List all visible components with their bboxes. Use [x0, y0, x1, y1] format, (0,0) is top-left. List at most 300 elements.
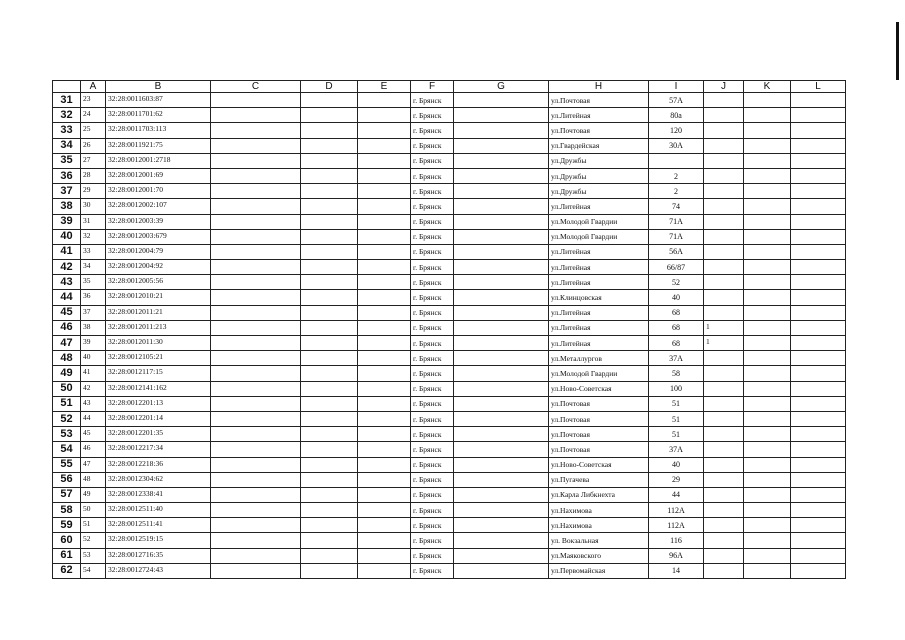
cell-j[interactable]: 1 — [704, 320, 744, 335]
cell-i[interactable]: 100 — [649, 381, 704, 396]
cell-d[interactable] — [301, 351, 358, 366]
cell-e[interactable] — [358, 260, 411, 275]
cell-f[interactable]: г. Брянск — [411, 320, 454, 335]
cell-k[interactable] — [744, 442, 791, 457]
cell-a[interactable]: 23 — [81, 93, 106, 108]
cell-h[interactable]: ул.Металлургов — [549, 351, 649, 366]
cell-l[interactable] — [791, 244, 846, 259]
cell-f[interactable]: г. Брянск — [411, 275, 454, 290]
row-number[interactable]: 44 — [53, 290, 81, 305]
row-number[interactable]: 59 — [53, 518, 81, 533]
cell-c[interactable] — [211, 199, 301, 214]
cell-d[interactable] — [301, 442, 358, 457]
cell-b[interactable]: 32:28:0012001:69 — [106, 168, 211, 183]
cell-g[interactable] — [454, 381, 549, 396]
cell-e[interactable] — [358, 123, 411, 138]
cell-j[interactable] — [704, 260, 744, 275]
cell-k[interactable] — [744, 472, 791, 487]
cell-j[interactable] — [704, 351, 744, 366]
cell-l[interactable] — [791, 427, 846, 442]
cell-e[interactable] — [358, 93, 411, 108]
cell-d[interactable] — [301, 563, 358, 578]
cell-f[interactable]: г. Брянск — [411, 472, 454, 487]
cell-k[interactable] — [744, 199, 791, 214]
cell-g[interactable] — [454, 305, 549, 320]
cell-a[interactable]: 35 — [81, 275, 106, 290]
cell-f[interactable]: г. Брянск — [411, 457, 454, 472]
cell-f[interactable]: г. Брянск — [411, 518, 454, 533]
cell-f[interactable]: г. Брянск — [411, 93, 454, 108]
cell-c[interactable] — [211, 366, 301, 381]
cell-i[interactable]: 68 — [649, 320, 704, 335]
cell-g[interactable] — [454, 411, 549, 426]
cell-j[interactable] — [704, 138, 744, 153]
cell-k[interactable] — [744, 260, 791, 275]
cell-c[interactable] — [211, 229, 301, 244]
cell-h[interactable]: ул.Почтовая — [549, 427, 649, 442]
cell-a[interactable]: 44 — [81, 411, 106, 426]
cell-f[interactable]: г. Брянск — [411, 214, 454, 229]
cell-b[interactable]: 32:28:0012217:34 — [106, 442, 211, 457]
cell-e[interactable] — [358, 472, 411, 487]
cell-h[interactable]: ул.Литейная — [549, 305, 649, 320]
cell-g[interactable] — [454, 518, 549, 533]
cell-i[interactable]: 71А — [649, 214, 704, 229]
column-header-h[interactable]: H — [549, 81, 649, 93]
cell-g[interactable] — [454, 457, 549, 472]
cell-h[interactable]: ул.Дружбы — [549, 168, 649, 183]
cell-f[interactable]: г. Брянск — [411, 503, 454, 518]
cell-a[interactable]: 34 — [81, 260, 106, 275]
cell-d[interactable] — [301, 305, 358, 320]
cell-l[interactable] — [791, 214, 846, 229]
cell-f[interactable]: г. Брянск — [411, 138, 454, 153]
cell-g[interactable] — [454, 275, 549, 290]
cell-h[interactable]: ул. Вокзальная — [549, 533, 649, 548]
cell-j[interactable] — [704, 472, 744, 487]
cell-f[interactable]: г. Брянск — [411, 533, 454, 548]
cell-e[interactable] — [358, 381, 411, 396]
cell-f[interactable]: г. Брянск — [411, 427, 454, 442]
cell-k[interactable] — [744, 411, 791, 426]
cell-g[interactable] — [454, 427, 549, 442]
cell-i[interactable]: 52 — [649, 275, 704, 290]
cell-i[interactable]: 14 — [649, 563, 704, 578]
cell-i[interactable]: 40 — [649, 457, 704, 472]
cell-g[interactable] — [454, 503, 549, 518]
cell-l[interactable] — [791, 351, 846, 366]
cell-i[interactable]: 37А — [649, 351, 704, 366]
cell-g[interactable] — [454, 472, 549, 487]
cell-l[interactable] — [791, 168, 846, 183]
cell-h[interactable]: ул.Нахимова — [549, 518, 649, 533]
cell-c[interactable] — [211, 108, 301, 123]
cell-e[interactable] — [358, 214, 411, 229]
cell-j[interactable] — [704, 518, 744, 533]
cell-l[interactable] — [791, 518, 846, 533]
cell-e[interactable] — [358, 168, 411, 183]
row-number[interactable]: 53 — [53, 427, 81, 442]
cell-d[interactable] — [301, 320, 358, 335]
cell-f[interactable]: г. Брянск — [411, 229, 454, 244]
cell-l[interactable] — [791, 108, 846, 123]
cell-a[interactable]: 41 — [81, 366, 106, 381]
cell-h[interactable]: ул.Почтовая — [549, 93, 649, 108]
cell-g[interactable] — [454, 123, 549, 138]
cell-d[interactable] — [301, 290, 358, 305]
cell-g[interactable] — [454, 396, 549, 411]
cell-f[interactable]: г. Брянск — [411, 563, 454, 578]
row-number[interactable]: 48 — [53, 351, 81, 366]
cell-l[interactable] — [791, 229, 846, 244]
cell-k[interactable] — [744, 351, 791, 366]
corner-cell[interactable] — [53, 81, 81, 93]
cell-k[interactable] — [744, 305, 791, 320]
cell-a[interactable]: 29 — [81, 184, 106, 199]
cell-c[interactable] — [211, 518, 301, 533]
cell-d[interactable] — [301, 503, 358, 518]
cell-c[interactable] — [211, 442, 301, 457]
cell-h[interactable]: ул.Литейная — [549, 336, 649, 351]
row-number[interactable]: 54 — [53, 442, 81, 457]
row-number[interactable]: 43 — [53, 275, 81, 290]
cell-d[interactable] — [301, 214, 358, 229]
cell-k[interactable] — [744, 123, 791, 138]
cell-f[interactable]: г. Брянск — [411, 184, 454, 199]
cell-i[interactable]: 112А — [649, 518, 704, 533]
row-number[interactable]: 42 — [53, 260, 81, 275]
cell-e[interactable] — [358, 411, 411, 426]
cell-b[interactable]: 32:28:0012716:35 — [106, 548, 211, 563]
cell-g[interactable] — [454, 336, 549, 351]
cell-a[interactable]: 33 — [81, 244, 106, 259]
cell-b[interactable]: 32:28:0012201:14 — [106, 411, 211, 426]
cell-h[interactable]: ул.Нахимова — [549, 503, 649, 518]
cell-l[interactable] — [791, 260, 846, 275]
cell-b[interactable]: 32:28:0012001:70 — [106, 184, 211, 199]
cell-j[interactable] — [704, 214, 744, 229]
cell-c[interactable] — [211, 168, 301, 183]
cell-c[interactable] — [211, 290, 301, 305]
row-number[interactable]: 41 — [53, 244, 81, 259]
cell-b[interactable]: 32:28:0012001:2718 — [106, 153, 211, 168]
cell-d[interactable] — [301, 548, 358, 563]
cell-e[interactable] — [358, 533, 411, 548]
cell-e[interactable] — [358, 518, 411, 533]
cell-d[interactable] — [301, 381, 358, 396]
cell-j[interactable] — [704, 184, 744, 199]
cell-d[interactable] — [301, 93, 358, 108]
cell-j[interactable] — [704, 366, 744, 381]
cell-h[interactable]: ул.Гвардейская — [549, 138, 649, 153]
row-number[interactable]: 60 — [53, 533, 81, 548]
row-number[interactable]: 57 — [53, 487, 81, 502]
cell-i[interactable]: 120 — [649, 123, 704, 138]
cell-a[interactable]: 54 — [81, 563, 106, 578]
cell-l[interactable] — [791, 381, 846, 396]
cell-f[interactable]: г. Брянск — [411, 411, 454, 426]
cell-h[interactable]: ул.Почтовая — [549, 396, 649, 411]
cell-h[interactable]: ул.Литейная — [549, 244, 649, 259]
cell-h[interactable]: ул.Литейная — [549, 275, 649, 290]
cell-k[interactable] — [744, 229, 791, 244]
cell-a[interactable]: 42 — [81, 381, 106, 396]
cell-j[interactable] — [704, 487, 744, 502]
cell-k[interactable] — [744, 548, 791, 563]
cell-k[interactable] — [744, 366, 791, 381]
row-number[interactable]: 58 — [53, 503, 81, 518]
cell-d[interactable] — [301, 123, 358, 138]
cell-c[interactable] — [211, 351, 301, 366]
cell-g[interactable] — [454, 108, 549, 123]
cell-j[interactable] — [704, 442, 744, 457]
row-number[interactable]: 49 — [53, 366, 81, 381]
cell-d[interactable] — [301, 138, 358, 153]
cell-l[interactable] — [791, 457, 846, 472]
cell-a[interactable]: 49 — [81, 487, 106, 502]
cell-c[interactable] — [211, 487, 301, 502]
row-number[interactable]: 52 — [53, 411, 81, 426]
cell-a[interactable]: 48 — [81, 472, 106, 487]
cell-h[interactable]: ул.Почтовая — [549, 411, 649, 426]
cell-f[interactable]: г. Брянск — [411, 366, 454, 381]
cell-j[interactable] — [704, 411, 744, 426]
cell-l[interactable] — [791, 290, 846, 305]
row-number[interactable]: 34 — [53, 138, 81, 153]
cell-i[interactable]: 51 — [649, 427, 704, 442]
cell-c[interactable] — [211, 260, 301, 275]
cell-a[interactable]: 25 — [81, 123, 106, 138]
cell-i[interactable] — [649, 153, 704, 168]
cell-b[interactable]: 32:28:0012218:36 — [106, 457, 211, 472]
row-number[interactable]: 39 — [53, 214, 81, 229]
cell-k[interactable] — [744, 533, 791, 548]
cell-f[interactable]: г. Брянск — [411, 168, 454, 183]
cell-i[interactable]: 2 — [649, 168, 704, 183]
cell-d[interactable] — [301, 427, 358, 442]
cell-a[interactable]: 43 — [81, 396, 106, 411]
cell-f[interactable]: г. Брянск — [411, 396, 454, 411]
cell-c[interactable] — [211, 244, 301, 259]
cell-i[interactable]: 51 — [649, 411, 704, 426]
cell-d[interactable] — [301, 199, 358, 214]
cell-i[interactable]: 58 — [649, 366, 704, 381]
cell-f[interactable]: г. Брянск — [411, 336, 454, 351]
cell-f[interactable]: г. Брянск — [411, 351, 454, 366]
cell-l[interactable] — [791, 184, 846, 199]
cell-c[interactable] — [211, 503, 301, 518]
cell-i[interactable]: 40 — [649, 290, 704, 305]
cell-h[interactable]: ул.Молодой Гвардии — [549, 229, 649, 244]
cell-j[interactable] — [704, 548, 744, 563]
cell-h[interactable]: ул.Почтовая — [549, 442, 649, 457]
row-number[interactable]: 61 — [53, 548, 81, 563]
cell-g[interactable] — [454, 184, 549, 199]
cell-g[interactable] — [454, 229, 549, 244]
cell-e[interactable] — [358, 229, 411, 244]
cell-k[interactable] — [744, 396, 791, 411]
cell-c[interactable] — [211, 411, 301, 426]
cell-l[interactable] — [791, 320, 846, 335]
cell-e[interactable] — [358, 503, 411, 518]
cell-c[interactable] — [211, 320, 301, 335]
cell-b[interactable]: 32:28:0012011:213 — [106, 320, 211, 335]
cell-l[interactable] — [791, 366, 846, 381]
cell-b[interactable]: 32:28:0012724:43 — [106, 563, 211, 578]
cell-a[interactable]: 36 — [81, 290, 106, 305]
cell-g[interactable] — [454, 153, 549, 168]
cell-c[interactable] — [211, 563, 301, 578]
cell-d[interactable] — [301, 229, 358, 244]
cell-i[interactable]: 56А — [649, 244, 704, 259]
cell-k[interactable] — [744, 138, 791, 153]
cell-h[interactable]: ул.Молодой Гвардии — [549, 366, 649, 381]
cell-e[interactable] — [358, 457, 411, 472]
cell-c[interactable] — [211, 138, 301, 153]
cell-j[interactable] — [704, 244, 744, 259]
row-number[interactable]: 47 — [53, 336, 81, 351]
column-header-d[interactable]: D — [301, 81, 358, 93]
cell-i[interactable]: 29 — [649, 472, 704, 487]
cell-a[interactable]: 51 — [81, 518, 106, 533]
cell-l[interactable] — [791, 275, 846, 290]
cell-b[interactable]: 32:28:0012511:40 — [106, 503, 211, 518]
cell-c[interactable] — [211, 381, 301, 396]
cell-h[interactable]: ул.Первомайская — [549, 563, 649, 578]
cell-a[interactable]: 52 — [81, 533, 106, 548]
cell-c[interactable] — [211, 396, 301, 411]
cell-k[interactable] — [744, 214, 791, 229]
cell-j[interactable] — [704, 275, 744, 290]
cell-e[interactable] — [358, 138, 411, 153]
cell-a[interactable]: 40 — [81, 351, 106, 366]
cell-b[interactable]: 32:28:0012201:13 — [106, 396, 211, 411]
cell-k[interactable] — [744, 503, 791, 518]
cell-k[interactable] — [744, 487, 791, 502]
cell-g[interactable] — [454, 533, 549, 548]
cell-l[interactable] — [791, 487, 846, 502]
cell-f[interactable]: г. Брянск — [411, 123, 454, 138]
cell-d[interactable] — [301, 411, 358, 426]
cell-g[interactable] — [454, 366, 549, 381]
cell-l[interactable] — [791, 442, 846, 457]
cell-e[interactable] — [358, 108, 411, 123]
cell-k[interactable] — [744, 518, 791, 533]
cell-k[interactable] — [744, 427, 791, 442]
cell-e[interactable] — [358, 563, 411, 578]
cell-d[interactable] — [301, 153, 358, 168]
cell-i[interactable]: 116 — [649, 533, 704, 548]
cell-h[interactable]: ул.Ново-Советская — [549, 381, 649, 396]
cell-j[interactable] — [704, 199, 744, 214]
cell-e[interactable] — [358, 184, 411, 199]
cell-a[interactable]: 27 — [81, 153, 106, 168]
cell-b[interactable]: 32:28:0012004:79 — [106, 244, 211, 259]
cell-c[interactable] — [211, 472, 301, 487]
row-number[interactable]: 31 — [53, 93, 81, 108]
cell-f[interactable]: г. Брянск — [411, 381, 454, 396]
cell-e[interactable] — [358, 275, 411, 290]
row-number[interactable]: 46 — [53, 320, 81, 335]
cell-i[interactable]: 96А — [649, 548, 704, 563]
cell-i[interactable]: 44 — [649, 487, 704, 502]
column-header-l[interactable]: L — [791, 81, 846, 93]
cell-g[interactable] — [454, 168, 549, 183]
cell-a[interactable]: 26 — [81, 138, 106, 153]
cell-d[interactable] — [301, 366, 358, 381]
cell-a[interactable]: 31 — [81, 214, 106, 229]
cell-h[interactable]: ул.Литейная — [549, 320, 649, 335]
cell-h[interactable]: ул.Почтовая — [549, 123, 649, 138]
cell-j[interactable]: 1 — [704, 336, 744, 351]
cell-l[interactable] — [791, 472, 846, 487]
cell-l[interactable] — [791, 153, 846, 168]
cell-k[interactable] — [744, 320, 791, 335]
row-number[interactable]: 37 — [53, 184, 81, 199]
cell-g[interactable] — [454, 290, 549, 305]
cell-f[interactable]: г. Брянск — [411, 108, 454, 123]
column-header-i[interactable]: I — [649, 81, 704, 93]
cell-d[interactable] — [301, 184, 358, 199]
cell-l[interactable] — [791, 411, 846, 426]
cell-f[interactable]: г. Брянск — [411, 153, 454, 168]
cell-e[interactable] — [358, 396, 411, 411]
cell-k[interactable] — [744, 457, 791, 472]
cell-b[interactable]: 32:28:0012338:41 — [106, 487, 211, 502]
cell-c[interactable] — [211, 548, 301, 563]
cell-c[interactable] — [211, 184, 301, 199]
cell-b[interactable]: 32:28:0011921:75 — [106, 138, 211, 153]
cell-k[interactable] — [744, 290, 791, 305]
cell-a[interactable]: 30 — [81, 199, 106, 214]
cell-i[interactable]: 30А — [649, 138, 704, 153]
cell-j[interactable] — [704, 93, 744, 108]
cell-c[interactable] — [211, 336, 301, 351]
column-header-a[interactable]: A — [81, 81, 106, 93]
cell-j[interactable] — [704, 503, 744, 518]
cell-h[interactable]: ул.Пугачева — [549, 472, 649, 487]
cell-d[interactable] — [301, 518, 358, 533]
cell-h[interactable]: ул.Дружбы — [549, 184, 649, 199]
cell-l[interactable] — [791, 533, 846, 548]
cell-e[interactable] — [358, 199, 411, 214]
cell-k[interactable] — [744, 563, 791, 578]
cell-g[interactable] — [454, 138, 549, 153]
cell-k[interactable] — [744, 275, 791, 290]
cell-b[interactable]: 32:28:0012519:15 — [106, 533, 211, 548]
cell-h[interactable]: ул.Дружбы — [549, 153, 649, 168]
cell-l[interactable] — [791, 336, 846, 351]
cell-h[interactable]: ул.Литейная — [549, 199, 649, 214]
cell-k[interactable] — [744, 108, 791, 123]
cell-b[interactable]: 32:28:0012003:679 — [106, 229, 211, 244]
cell-b[interactable]: 32:28:0012011:30 — [106, 336, 211, 351]
cell-d[interactable] — [301, 244, 358, 259]
cell-f[interactable]: г. Брянск — [411, 290, 454, 305]
cell-c[interactable] — [211, 275, 301, 290]
cell-g[interactable] — [454, 487, 549, 502]
column-header-b[interactable]: B — [106, 81, 211, 93]
cell-a[interactable]: 32 — [81, 229, 106, 244]
cell-h[interactable]: ул.Маяковского — [549, 548, 649, 563]
cell-f[interactable]: г. Брянск — [411, 260, 454, 275]
cell-e[interactable] — [358, 487, 411, 502]
cell-e[interactable] — [358, 305, 411, 320]
cell-l[interactable] — [791, 123, 846, 138]
cell-g[interactable] — [454, 214, 549, 229]
cell-j[interactable] — [704, 396, 744, 411]
row-number[interactable]: 51 — [53, 396, 81, 411]
